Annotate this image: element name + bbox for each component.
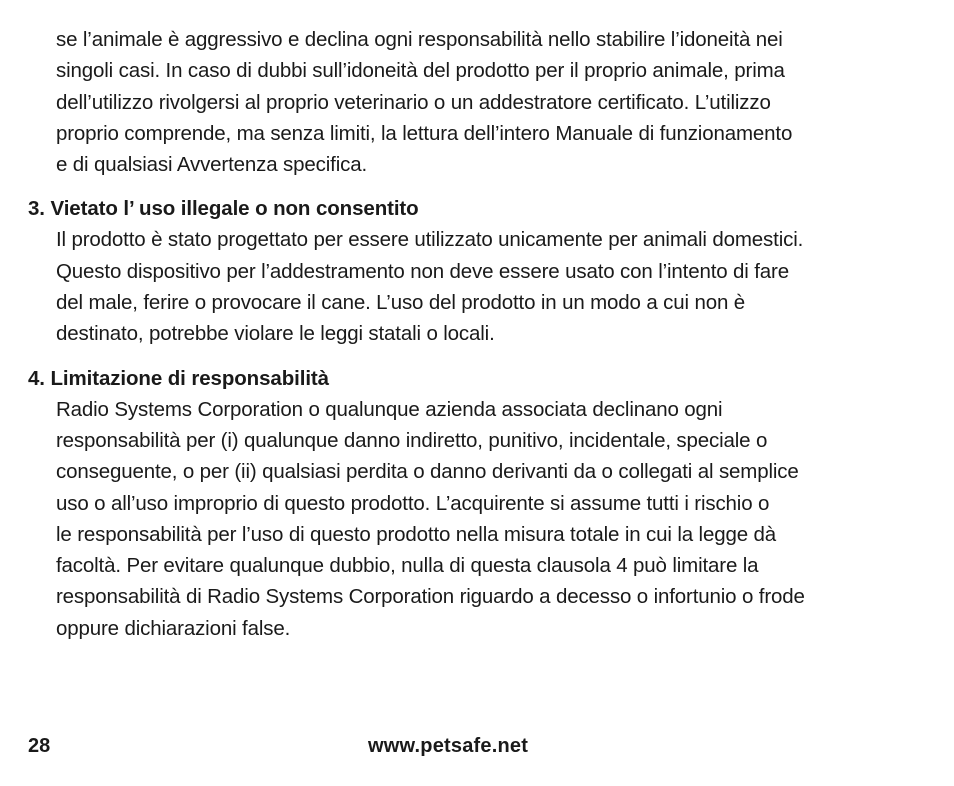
paragraph-line: oppure dichiarazioni false.: [56, 616, 291, 640]
paragraph-line: dell’utilizzo rivolgersi al proprio veterinario o un addestratore certificato. L’utilizzo: [56, 90, 771, 114]
page-footer: [0, 735, 954, 765]
section-paragraph-illegal-use: [56, 224, 928, 349]
paragraph-line: destinato, potrebbe violare le leggi statali o locali.: [56, 322, 495, 346]
paragraph-line: le responsabilità per l’uso di questo prodotto nella misura totale in cui la legge dà: [56, 522, 777, 546]
section-heading-illegal-use: 3. Vietato l’ uso illegale o non consentito: [28, 197, 419, 221]
paragraph-line: e di qualsiasi Avvertenza specifica.: [56, 153, 368, 177]
paragraph-line: responsabilità per (i) qualunque danno indiretto, punitivo, incidentale, speciale o: [56, 428, 768, 452]
page-number: 28: [28, 735, 51, 757]
paragraph-line: conseguente, o per (ii) qualsiasi perdita o danno derivanti da o collegati al semplice: [56, 460, 799, 484]
paragraph-line: responsabilità di Radio Systems Corporation riguardo a decesso o infortunio o frode: [56, 585, 805, 609]
paragraph-line: facoltà. Per evitare qualunque dubbio, nulla di questa clausola 4 può limitare la: [56, 554, 759, 578]
paragraph-line: del male, ferire o provocare il cane. L’uso del prodotto in un modo a cui non è: [56, 291, 745, 315]
document-body: [28, 24, 928, 644]
paragraph-line: se l’animale è aggressivo e declina ogni responsabilità nello stabilire l’idoneità nei: [56, 28, 783, 51]
section-paragraph-liability: [56, 394, 928, 644]
paragraph-line: proprio comprende, ma senza limiti, la lettura dell’intero Manuale di funzionamento: [56, 121, 793, 145]
paragraph-line: singoli casi. In caso di dubbi sull’idoneità del prodotto per il proprio animale, prima: [56, 59, 785, 83]
paragraph-line: Questo dispositivo per l’addestramento non deve essere usato con l’intento di fare: [56, 259, 789, 283]
website-link[interactable]: www.petsafe.net: [368, 735, 529, 757]
paragraph-line: uso o all’uso improprio di questo prodotto. L’acquirente si assume tutti i rischio o: [56, 491, 770, 515]
paragraph-line: Radio Systems Corporation o qualunque azienda associata declinano ogni: [56, 397, 723, 421]
section-heading-liability: 4. Limitazione di responsabilità: [28, 366, 329, 390]
paragraph-line: Il prodotto è stato progettato per essere utilizzato unicamente per animali domestici.: [56, 228, 804, 252]
intro-paragraph: [56, 24, 928, 180]
